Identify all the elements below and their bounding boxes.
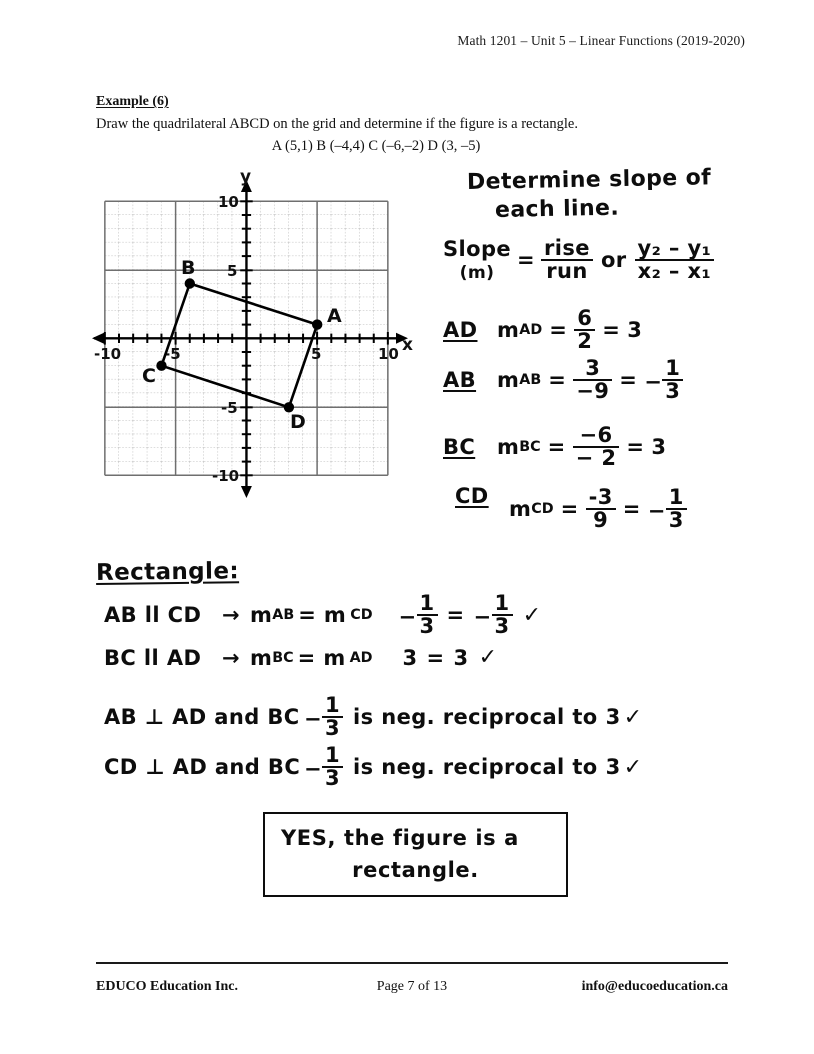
- line1-right-sign: −: [473, 604, 492, 629]
- slope-calc-ab: [443, 358, 683, 403]
- footer-page-number: Page 7 of 13: [376, 979, 448, 994]
- tick-label-y-5: 5: [227, 262, 238, 280]
- m-label-bc: m: [497, 435, 520, 460]
- line1-equals: =: [446, 603, 465, 628]
- ab-numerator: 3: [585, 356, 601, 380]
- segment-label-ab: AB: [443, 368, 477, 393]
- ab-denominator: −9: [573, 379, 612, 402]
- m-label-ad: m: [497, 318, 520, 343]
- y-difference: y₂ – y₁: [637, 236, 712, 260]
- m-sub-ab: AB: [519, 372, 542, 389]
- ad-result: 3: [627, 318, 643, 343]
- equals-cd-2: =: [622, 497, 641, 522]
- coordinate-graph: [90, 160, 420, 505]
- perpendicular-check-ab: [104, 695, 642, 740]
- ab-result-denominator: 3: [662, 379, 683, 402]
- footer-company: EDUCO Education Inc.: [96, 979, 238, 994]
- slope-calc-cd: [455, 484, 687, 533]
- slope-formula: [443, 238, 714, 283]
- x-axis-label: x: [402, 335, 413, 355]
- tick-label-y-10: 10: [218, 193, 239, 211]
- m-ad-sub: AD: [349, 649, 373, 666]
- line3-sign: −: [304, 706, 322, 731]
- cd-result-numerator: 1: [668, 485, 684, 509]
- claim-ab-parallel-cd: AB ll CD: [104, 603, 202, 628]
- arrow-1: →: [222, 603, 240, 628]
- slope-equals: =: [517, 248, 536, 273]
- m-bc-label: m: [250, 645, 273, 670]
- tick-label-x-10: 10: [378, 345, 399, 363]
- cd-denominator: 9: [586, 508, 616, 531]
- line3-den: 3: [322, 716, 343, 739]
- line1-right-den: 3: [492, 614, 513, 637]
- line2-right-value: 3: [453, 645, 469, 670]
- vertex-label-c: C: [142, 365, 156, 387]
- claim-cd-perp: CD ⊥ AD and BC: [104, 755, 301, 780]
- line3-num: 1: [325, 693, 341, 717]
- line3-text: is neg. reciprocal to: [353, 705, 598, 730]
- rectangle-check-ab-cd: [104, 593, 541, 638]
- y-axis-label: y: [240, 167, 252, 187]
- example-prompt: Draw the quadrilateral ABCD on the grid and determine if the figure is a rectangle.: [96, 116, 578, 132]
- line4-value: 3: [605, 755, 621, 780]
- m-ab-label: m: [250, 603, 273, 628]
- vertex-label-d: D: [290, 411, 306, 433]
- line2-left-value: 3: [402, 645, 418, 670]
- line4-text: is neg. reciprocal to: [353, 755, 598, 780]
- line3-value: 3: [605, 705, 621, 730]
- answer-box: [263, 812, 568, 897]
- bc-denominator: − 2: [573, 446, 620, 469]
- checkmark-3: ✓: [623, 704, 643, 730]
- footer-email: info@educoeducation.ca: [581, 979, 728, 994]
- cd-result-sign: −: [647, 498, 666, 523]
- arrow-2: →: [222, 645, 240, 670]
- line1-right-num: 1: [494, 591, 510, 615]
- checkmark-4: ✓: [623, 754, 643, 780]
- m-sub-cd: CD: [531, 501, 554, 518]
- equals-ad-2: =: [602, 318, 621, 343]
- vertex-point-b: [185, 278, 195, 288]
- ab-result-sign: −: [644, 369, 663, 394]
- line2-equals: =: [426, 645, 445, 670]
- rectangle-check-bc-ad: [104, 645, 497, 670]
- tick-label-x-neg5: -5: [164, 345, 181, 363]
- m-label-cd: m: [509, 497, 532, 522]
- equals-ad-1: =: [549, 318, 568, 343]
- tick-label-y-neg10: -10: [212, 467, 240, 485]
- tick-label-x-5: 5: [311, 345, 322, 363]
- checkmark-1: ✓: [522, 602, 542, 628]
- equals-bc-2: =: [626, 435, 645, 460]
- segment-label-bc: BC: [443, 435, 476, 460]
- vertex-point-a: [312, 319, 322, 329]
- instruction-line-1: Determine slope of: [466, 165, 712, 195]
- tick-label-x-neg10: -10: [94, 345, 122, 363]
- tick-label-y-neg5: -5: [221, 399, 238, 417]
- slope-word: Slope: [443, 237, 512, 262]
- x-difference: x₂ – x₁: [635, 259, 715, 282]
- x-axis-arrow-left: [92, 333, 104, 344]
- m-cd-sub: CD: [350, 607, 373, 624]
- footer-divider: [96, 962, 728, 964]
- or-text: or: [600, 248, 627, 273]
- ab-result-numerator: 1: [665, 356, 681, 380]
- vertex-point-c: [156, 361, 166, 371]
- answer-line-1: YES, the figure is a: [281, 826, 519, 850]
- vertex-label-b: B: [181, 257, 196, 279]
- cd-numerator: -3: [588, 485, 613, 509]
- equals-bc-1: =: [547, 435, 566, 460]
- example-title: Example (6): [96, 94, 169, 109]
- bc-numerator: −6: [579, 423, 613, 447]
- graph-svg: [90, 160, 420, 505]
- m-ab-sub: AB: [272, 607, 295, 624]
- perpendicular-check-cd: [104, 745, 642, 790]
- checkmark-2: ✓: [478, 645, 498, 670]
- slope-m: (m): [459, 263, 495, 284]
- ad-denominator: 2: [574, 329, 595, 352]
- segment-label-cd: CD: [455, 484, 489, 509]
- cd-result-denominator: 3: [666, 508, 687, 531]
- equals-cd-1: =: [560, 497, 579, 522]
- rectangle-heading: Rectangle:: [95, 558, 240, 586]
- claim-ab-perp: AB ⊥ AD and BC: [104, 705, 300, 730]
- line4-den: 3: [322, 766, 343, 789]
- example-points-line: A (5,1) B (–4,4) C (–6,–2) D (3, –5): [271, 138, 481, 154]
- rise-text: rise: [544, 236, 590, 260]
- slope-calc-ad: [443, 308, 642, 353]
- line1-left-den: 3: [417, 614, 438, 637]
- claim-bc-parallel-ad: BC ll AD: [104, 645, 202, 670]
- segment-label-ad: AD: [443, 318, 478, 343]
- line1-left-num: 1: [419, 591, 435, 615]
- m-sub-ad: AD: [519, 322, 543, 339]
- run-text: run: [541, 259, 593, 282]
- ad-numerator: 6: [577, 306, 593, 330]
- slope-calc-bc: [443, 425, 666, 470]
- vertex-label-a: A: [327, 305, 342, 327]
- m-sub-bc: BC: [519, 439, 541, 456]
- equals-ab-2: =: [619, 368, 638, 393]
- line4-sign: −: [304, 756, 322, 781]
- m-bc-sub: BC: [272, 649, 294, 666]
- document-footer: [96, 979, 728, 999]
- document-header: Math 1201 – Unit 5 – Linear Functions (2019-2020): [457, 33, 745, 48]
- equals-m-ad: = m: [297, 645, 346, 670]
- y-axis-arrow-down: [241, 486, 252, 498]
- line1-left-sign: −: [398, 604, 417, 629]
- equals-m-cd: = m: [298, 603, 347, 628]
- equals-ab-1: =: [548, 368, 567, 393]
- line4-num: 1: [325, 743, 341, 767]
- m-label-ab: m: [497, 368, 520, 393]
- answer-line-2: rectangle.: [352, 858, 479, 882]
- instruction-line-2: each line.: [494, 195, 620, 223]
- bc-result: 3: [651, 435, 667, 460]
